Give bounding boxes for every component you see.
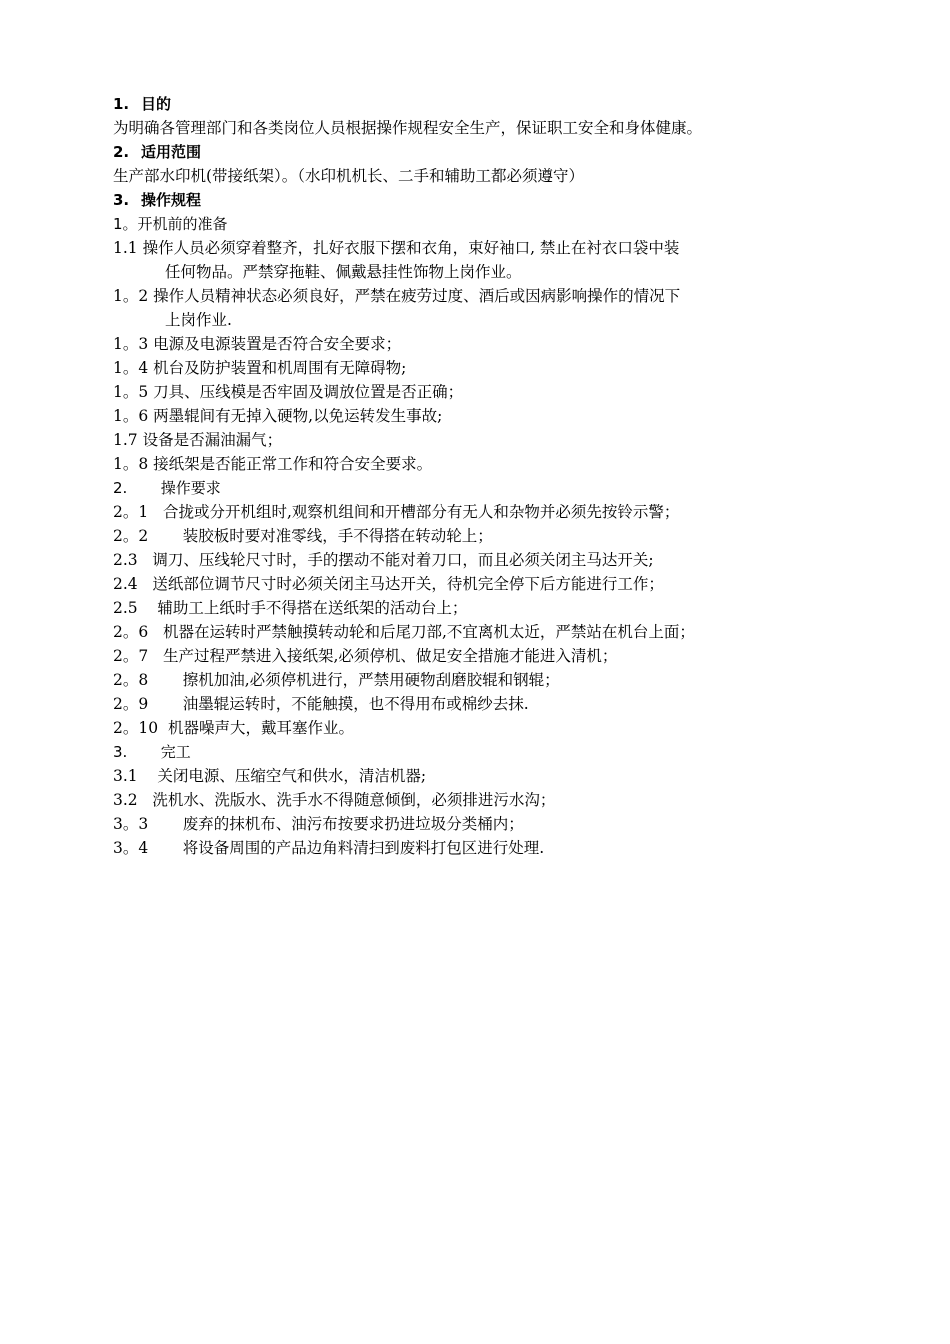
list-item: 1。8 接纸架是否能正常工作和符合安全要求。 [113, 455, 433, 473]
section-scope-heading [113, 140, 913, 164]
list-item: 2.4 送纸部位调节尺寸时必须关闭主马达开关，待机完全停下后方能进行工作； [113, 575, 664, 593]
document-body [113, 92, 913, 860]
prep-heading: 1。开机前的准备 [113, 215, 228, 233]
list-item: 2.5 辅助工上纸时手不得搭在送纸架的活动台上； [113, 599, 468, 617]
list-item: 1。6 两墨辊间有无掉入硬物,以免运转发生事故; [113, 407, 443, 425]
section-title: 目的 [141, 95, 172, 113]
scope-text: 生产部水印机(带接纸架）。（水印机机长、二手和辅助工都必须遵守） [113, 167, 585, 185]
section-number: 1. [113, 95, 130, 113]
ops-heading: 2. 操作要求 [113, 479, 221, 497]
list-item: 3.1 关闭电源、压缩空气和供水，清洁机器; [113, 767, 427, 785]
purpose-text: 为明确各管理部门和各类岗位人员根据操作规程安全生产，保证职工安全和身体健康。 [113, 119, 703, 137]
list-item: 1。5 刀具、压线模是否牢固及调放位置是否正确； [113, 383, 464, 401]
list-item: 1。4 机台及防护装置和机周围有无障碍物; [113, 359, 407, 377]
finish-heading: 3. 完工 [113, 743, 191, 761]
item-text: 1。2 操作人员精神状态必须良好，严禁在疲劳过度、酒后或因病影响操作的情况下 [113, 287, 681, 305]
section-number: 2. [113, 143, 130, 161]
list-item [113, 284, 913, 332]
item-continuation: 上岗作业. [165, 311, 232, 329]
list-item: 2.3 调刀、压线轮尺寸时，手的摆动不能对着刀口，而且必须关闭主马达开关; [113, 551, 654, 569]
item-text: 1.1 操作人员必须穿着整齐，扎好衣服下摆和衣角，束好袖口, 禁止在衬衣口袋中装 [113, 239, 680, 257]
list-item: 3.2 洗机水、洗版水、洗手水不得随意倾倒，必须排进污水沟； [113, 791, 556, 809]
item-continuation: 任何物品。严禁穿拖鞋、佩戴悬挂性饰物上岗作业。 [165, 263, 522, 281]
list-item: 2。2 装胶板时要对准零线，手不得搭在转动轮上； [113, 527, 493, 545]
list-item: 1.7 设备是否漏油漏气； [113, 431, 283, 449]
list-item: 1。3 电源及电源装置是否符合安全要求； [113, 335, 402, 353]
list-item: 2。1 合拢或分开机组时,观察机组间和开槽部分有无人和杂物并必须先按铃示警； [113, 503, 680, 521]
list-item: 2。6 机器在运转时严禁触摸转动轮和后尾刀部,不宜离机太近，严禁站在机台上面； [113, 623, 695, 641]
list-item: 2。8 擦机加油,必须停机进行，严禁用硬物刮磨胶辊和钢辊； [113, 671, 560, 689]
list-item [113, 236, 913, 284]
list-item: 2。9 油墨辊运转时，不能触摸，也不得用布或棉纱去抹. [113, 695, 529, 713]
list-item: 3。4 将设备周围的产品边角料清扫到废料打包区进行处理. [113, 839, 545, 857]
list-item: 2。10 机器噪声大，戴耳塞作业。 [113, 719, 354, 737]
section-procedure-heading [113, 188, 913, 212]
section-number: 3. [113, 191, 130, 209]
section-title: 适用范围 [141, 143, 202, 161]
section-purpose-heading [113, 92, 913, 116]
list-item: 2。7 生产过程严禁进入接纸架,必须停机、做足安全措施才能进入清机； [113, 647, 618, 665]
section-title: 操作规程 [141, 191, 202, 209]
list-item: 3。3 废弃的抹机布、油污布按要求扔进垃圾分类桶内； [113, 815, 524, 833]
